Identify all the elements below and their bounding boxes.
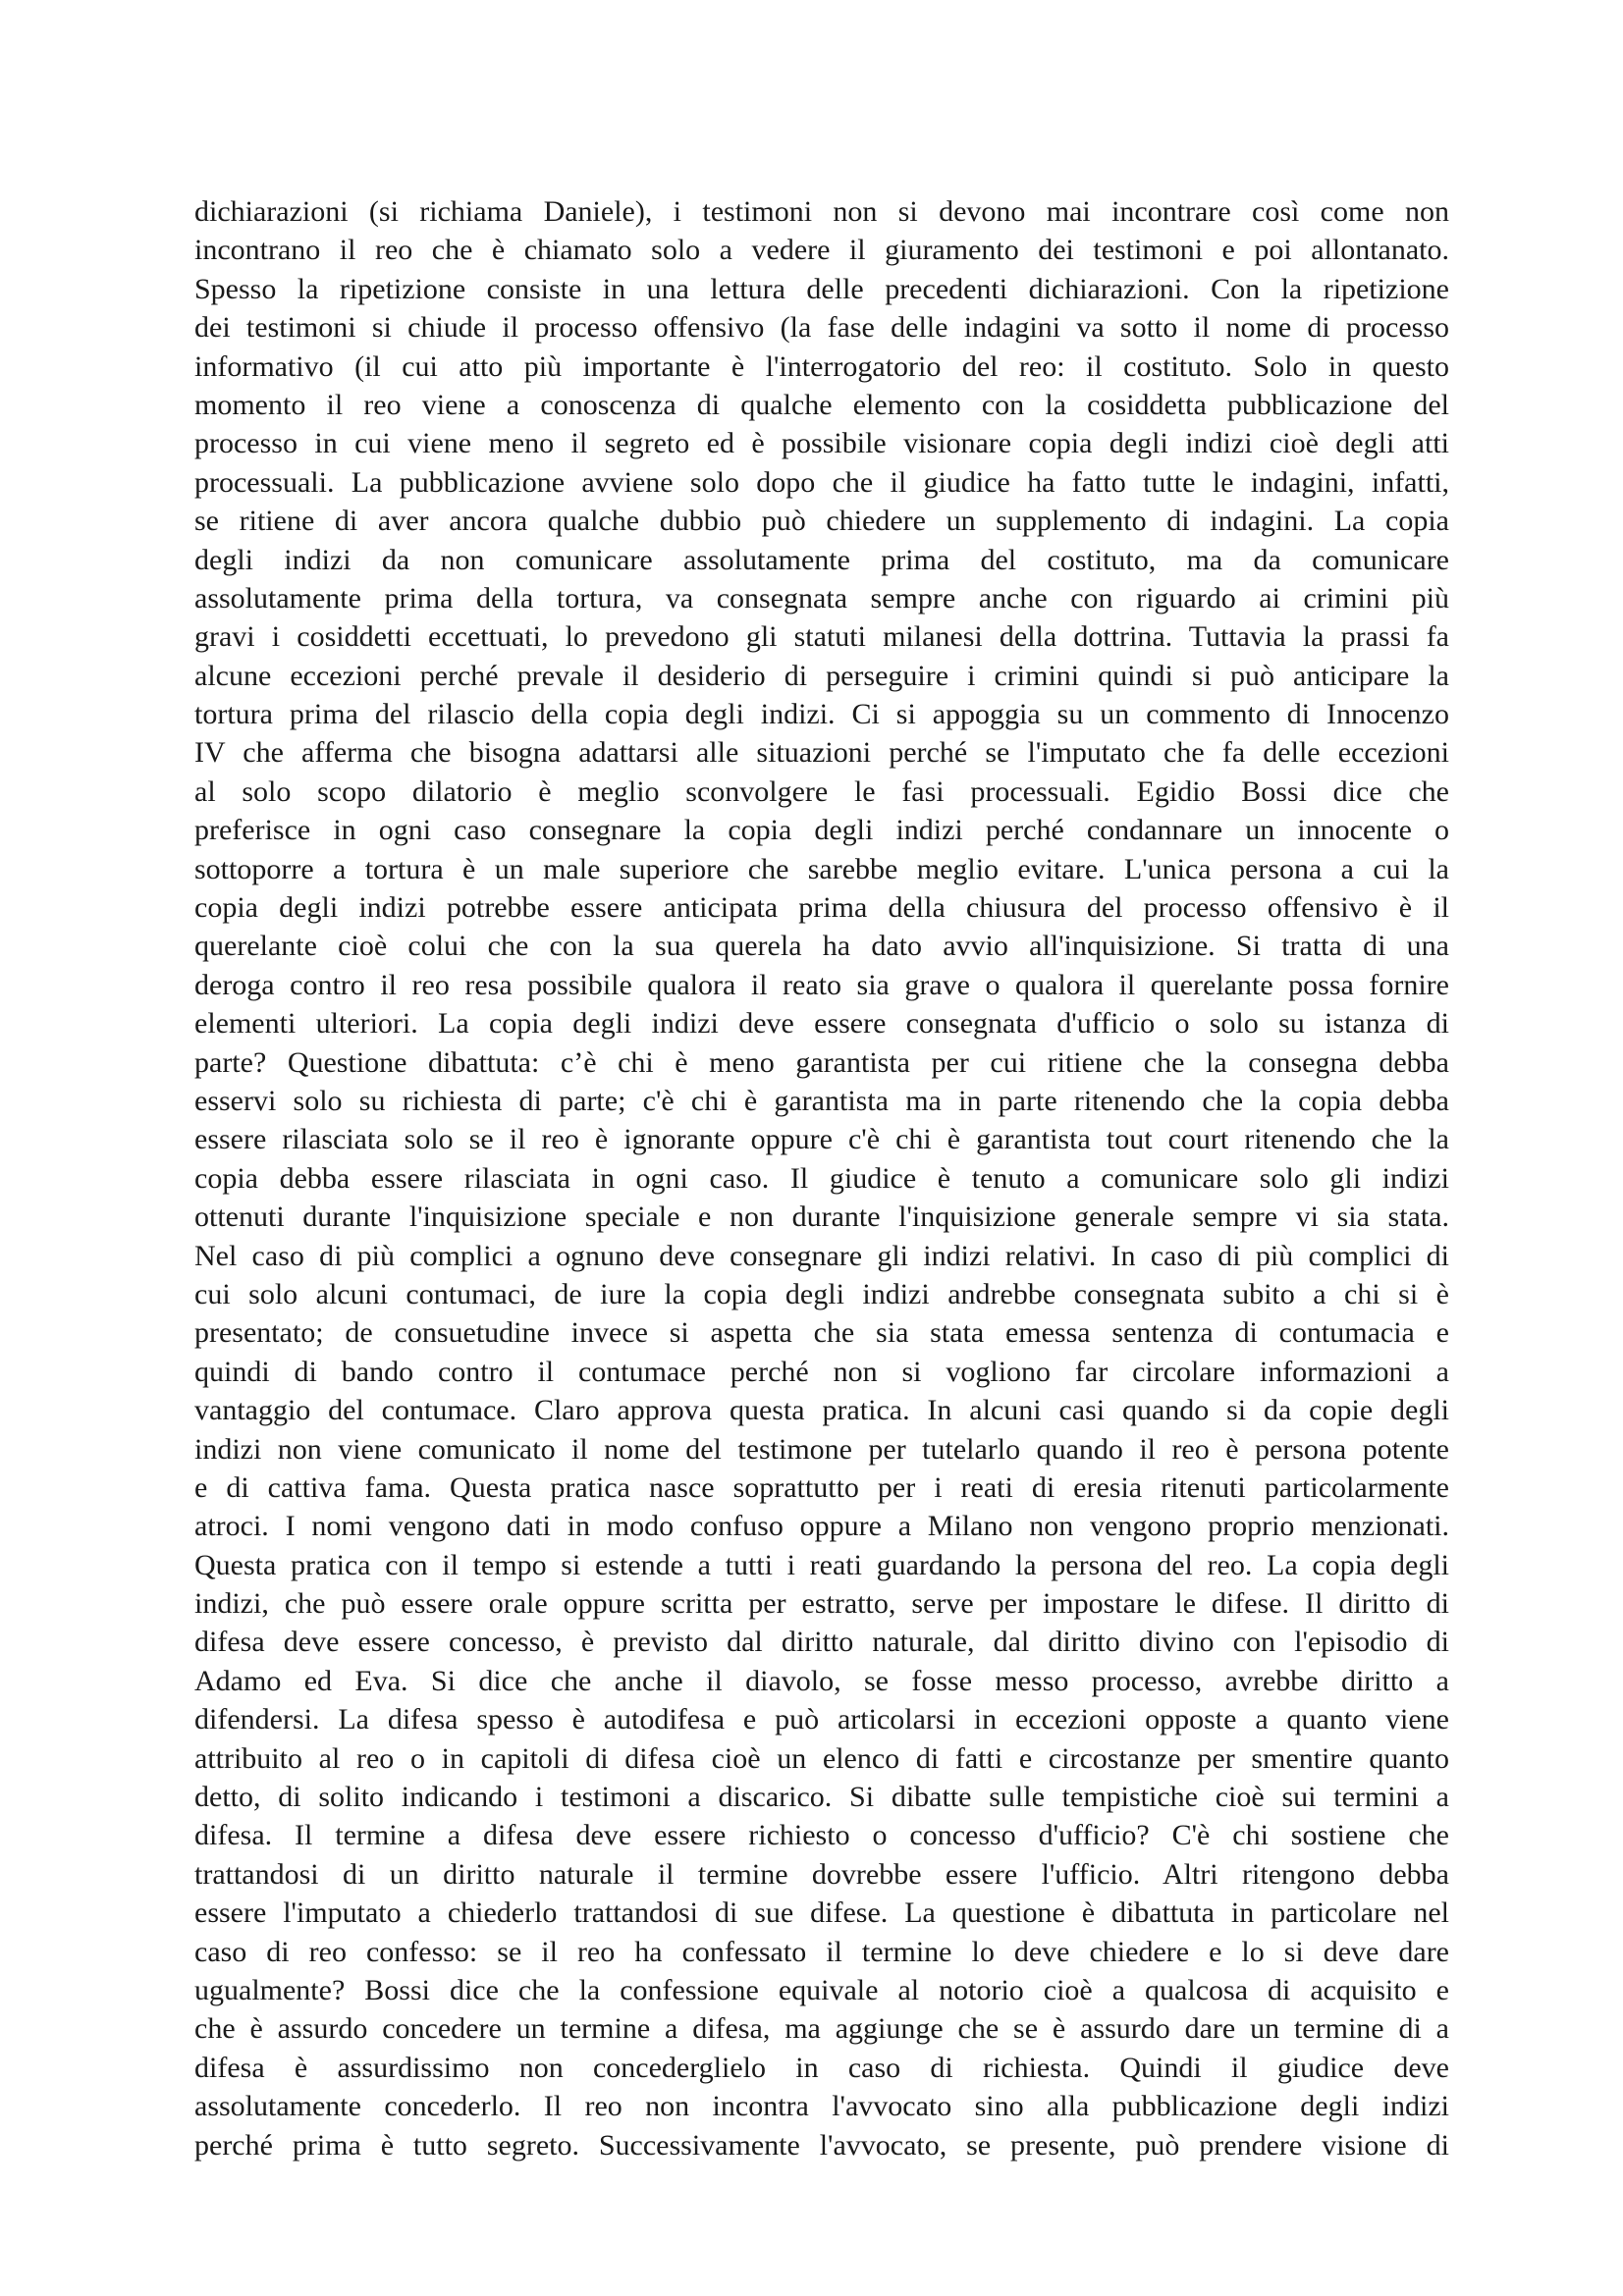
text-line: dichiarazioni (si richiama Daniele), i testimoni non si devono mai incontrare così come non	[194, 195, 1449, 228]
text-line: preferisce in ogni caso consegnare la copia degli indizi perché condannare un innocente o	[194, 814, 1449, 847]
text-line: momento il reo viene a conoscenza di qualche elemento con la cosiddetta pubblicazione del	[194, 388, 1449, 421]
text-line: essere l'imputato a chiederlo trattandosi di sue difese. La questione è dibattuta in particolare nel	[194, 1896, 1449, 1930]
text-line: processo in cui viene meno il segreto ed è possibile visionare copia degli indizi cioè degli atti	[194, 427, 1449, 460]
text-line: degli indizi da non comunicare assolutamente prima del costituto, ma da comunicare	[194, 543, 1449, 576]
text-line: querelante cioè colui che con la sua querela ha dato avvio all'inquisizione. Si tratta di una	[194, 930, 1449, 963]
text-line: attribuito al reo o in capitoli di difesa cioè un elenco di fatti e circostanze per smentire quanto	[194, 1741, 1449, 1775]
text-line: sottoporre a tortura è un male superiore che sarebbe meglio evitare. L'unica persona a cui la	[194, 852, 1449, 885]
text-line: al solo scopo dilatorio è meglio sconvolgere le fasi processuali. Egidio Bossi dice che	[194, 774, 1449, 808]
text-line: difesa deve essere concesso, è previsto dal diritto naturale, dal diritto divino con l'episodio di	[194, 1626, 1449, 1659]
text-line: processuali. La pubblicazione avviene solo dopo che il giudice ha fatto tutte le indagini, infatti,	[194, 465, 1449, 499]
text-line: informativo (il cui atto più importante è l'interrogatorio del reo: il costituto. Solo in questo	[194, 349, 1449, 383]
text-line: che è assurdo concedere un termine a difesa, ma aggiunge che se è assurdo dare un termine di a	[194, 2012, 1449, 2046]
text-line: presentato; de consuetudine invece si aspetta che sia stata emessa sentenza di contumacia e	[194, 1316, 1449, 1350]
text-line: tortura prima del rilascio della copia degli indizi. Ci si appoggia su un commento di Innocenzo	[194, 698, 1449, 731]
text-line: indizi non viene comunicato il nome del testimone per tutelarlo quando il reo è persona potente	[194, 1432, 1449, 1466]
text-line: caso di reo confesso: se il reo ha confessato il termine lo deve chiedere e lo si deve dare	[194, 1935, 1449, 1968]
text-line: gravi i cosiddetti eccettuati, lo prevedono gli statuti milanesi della dottrina. Tuttavia la prassi fa	[194, 620, 1449, 654]
text-line: e di cattiva fama. Questa pratica nasce soprattutto per i reati di eresia ritenuti particolarmente	[194, 1470, 1449, 1504]
text-line: quindi di bando contro il contumace perché non si vogliono far circolare informazioni a	[194, 1355, 1449, 1388]
text-line: indizi, che può essere orale oppure scritta per estratto, serve per impostare le difese. Il diritto di	[194, 1587, 1449, 1621]
text-line: difendersi. La difesa spesso è autodifesa e può articolarsi in eccezioni opposte a quanto viene	[194, 1703, 1449, 1736]
text-line: difesa è assurdissimo non concederglielo in caso di richiesta. Quindi il giudice deve	[194, 2051, 1449, 2084]
text-line: perché prima è tutto segreto. Successivamente l'avvocato, se presente, può prendere visione di	[194, 2128, 1449, 2162]
text-line: incontrano il reo che è chiamato solo a vedere il giuramento dei testimoni e poi allontanato.	[194, 234, 1449, 267]
text-line: difesa. Il termine a difesa deve essere richiesto o concesso d'ufficio? C'è chi sostiene che	[194, 1819, 1449, 1852]
text-line: IV che afferma che bisogna adattarsi alle situazioni perché se l'imputato che fa delle eccezioni	[194, 736, 1449, 770]
text-line: Nel caso di più complici a ognuno deve consegnare gli indizi relativi. In caso di più complici di	[194, 1239, 1449, 1272]
text-line: vantaggio del contumace. Claro approva questa pratica. In alcuni casi quando si da copie degli	[194, 1394, 1449, 1427]
text-line: atroci. I nomi vengono dati in modo confuso oppure a Milano non vengono proprio menzionati.	[194, 1510, 1449, 1543]
text-line: alcune eccezioni perché prevale il desiderio di perseguire i crimini quindi si può anticipare la	[194, 659, 1449, 692]
text-line: detto, di solito indicando i testimoni a discarico. Si dibatte sulle tempistiche cioè sui termini a	[194, 1781, 1449, 1814]
text-line: elementi ulteriori. La copia degli indizi deve essere consegnata d'ufficio o solo su istanza di	[194, 1007, 1449, 1041]
text-line: dei testimoni si chiude il processo offensivo (la fase delle indagini va sotto il nome di processo	[194, 311, 1449, 345]
text-line: Spesso la ripetizione consiste in una lettura delle precedenti dichiarazioni. Con la ripetizione	[194, 272, 1449, 305]
text-line: cui solo alcuni contumaci, de iure la copia degli indizi andrebbe consegnata subito a chi si è	[194, 1277, 1449, 1310]
text-line: copia debba essere rilasciata in ogni caso. Il giudice è tenuto a comunicare solo gli indizi	[194, 1161, 1449, 1195]
text-line: parte? Questione dibattuta: c’è chi è meno garantista per cui ritiene che la consegna debba	[194, 1045, 1449, 1079]
text-line: trattandosi di un diritto naturale il termine dovrebbe essere l'ufficio. Altri ritengono debba	[194, 1857, 1449, 1891]
body-paragraph	[194, 192, 1449, 2164]
text-line: essere rilasciata solo se il reo è ignorante oppure c'è chi è garantista tout court ritenendo che la	[194, 1123, 1449, 1156]
text-line: se ritiene di aver ancora qualche dubbio può chiedere un supplemento di indagini. La copia	[194, 505, 1449, 538]
text-line: Questa pratica con il tempo si estende a tutti i reati guardando la persona del reo. La copia degli	[194, 1548, 1449, 1581]
text-line: assolutamente concederlo. Il reo non incontra l'avvocato sino alla pubblicazione degli indizi	[194, 2090, 1449, 2123]
text-line: Adamo ed Eva. Si dice che anche il diavolo, se fosse messo processo, avrebbe diritto a	[194, 1664, 1449, 1697]
text-line: ottenuti durante l'inquisizione speciale e non durante l'inquisizione generale sempre vi sia stata.	[194, 1201, 1449, 1234]
text-line: deroga contro il reo resa possibile qualora il reato sia grave o qualora il querelante possa fornire	[194, 968, 1449, 1001]
text-line: esservi solo su richiesta di parte; c'è chi è garantista ma in parte ritenendo che la copia debba	[194, 1084, 1449, 1117]
text-line: ugualmente? Bossi dice che la confessione equivale al notorio cioè a qualcosa di acquisito e	[194, 1973, 1449, 2006]
text-line: copia degli indizi potrebbe essere anticipata prima della chiusura del processo offensivo è il	[194, 891, 1449, 925]
text-line: assolutamente prima della tortura, va consegnata sempre anche con riguardo ai crimini più	[194, 581, 1449, 614]
